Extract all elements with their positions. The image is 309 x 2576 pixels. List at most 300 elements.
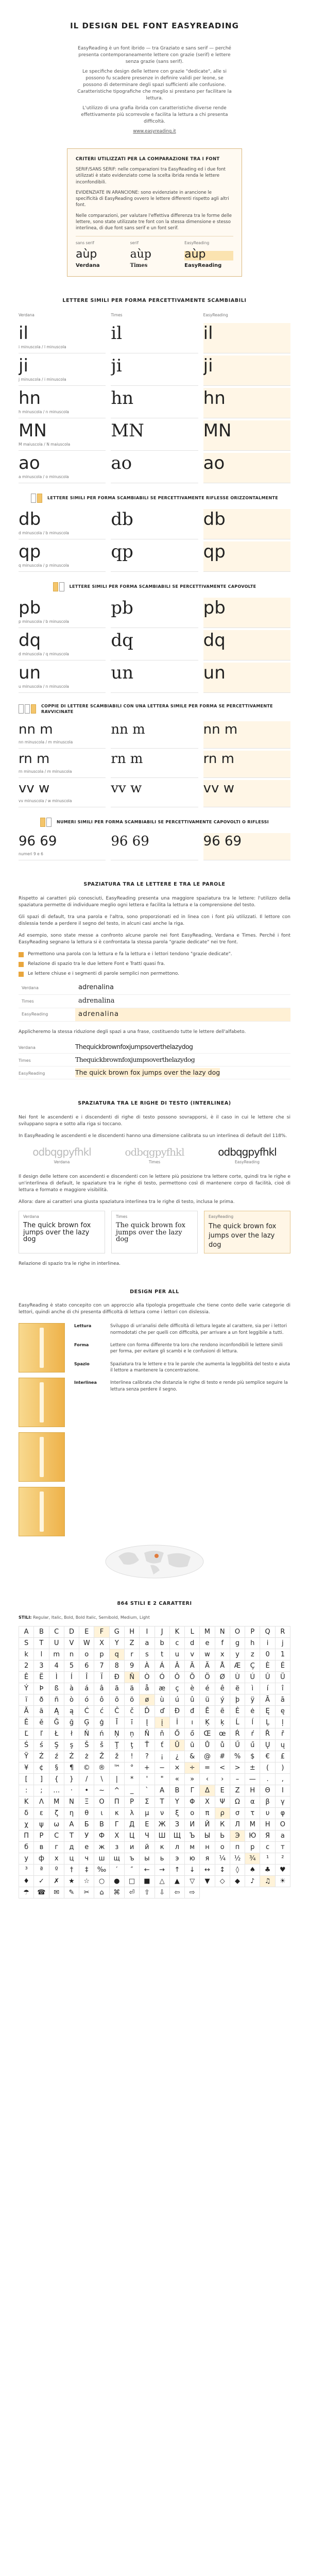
- glyph-cell: k: [19, 1649, 34, 1660]
- glyph-cell: Ï: [94, 1672, 109, 1683]
- paragraph-text: The quick brown fox jumps over the lazy dog: [116, 1221, 185, 1244]
- glyph-cell: Й: [200, 1819, 215, 1831]
- mirror-icon: [31, 494, 42, 503]
- glyph-cell: ⇨: [185, 1887, 200, 1899]
- letter-pair: 96 69: [111, 834, 149, 849]
- glyph-cell: ω: [49, 1819, 64, 1831]
- comparison-cell: [203, 453, 290, 483]
- glyph-cell: ♪: [245, 1876, 260, 1887]
- sample-glyph: aùp: [130, 247, 151, 261]
- letter-pair: ji: [203, 356, 213, 376]
- glyph-cell: Ø: [215, 1672, 230, 1683]
- overlap-text: odbqgpyfhkl: [32, 1145, 91, 1158]
- glyph-cell: ◆: [230, 1876, 245, 1887]
- glyph-cell: Ц: [125, 1831, 140, 1842]
- section-heading: 864 STILI E 2 CARATTERI: [117, 1601, 192, 1607]
- comparison-cell: [19, 780, 106, 807]
- glyph-cell: ♦: [19, 1876, 34, 1887]
- comparison-cell: [203, 630, 290, 660]
- letter-pair: dq: [203, 631, 226, 651]
- glyph-cell: Þ: [34, 1683, 49, 1694]
- letter-caption: vv minuscola / w minuscola: [19, 798, 72, 803]
- glyph-cell: N: [215, 1626, 230, 1638]
- glyph-cell: ŕ: [245, 1728, 260, 1740]
- glyph-cell: Ε: [215, 1785, 230, 1797]
- glyph-cell: Y: [110, 1638, 125, 1649]
- glyph-cell: «: [170, 1774, 185, 1785]
- comparison-cell: [111, 388, 198, 418]
- section-heading: DESIGN PER ALL: [130, 1289, 179, 1295]
- letter-caption: [111, 652, 198, 658]
- glyph-cell: À: [140, 1660, 154, 1672]
- letter-caption: [111, 852, 198, 858]
- glyph-cell: †: [64, 1865, 79, 1876]
- glyph-cell: T: [34, 1638, 49, 1649]
- paragraph-sample: [19, 1211, 105, 1253]
- bullet-item: [19, 971, 290, 977]
- glyph-cell: э: [170, 1853, 185, 1865]
- criteria-heading: CRITERI UTILIZZATI PER LA COMPARAZIONE TRA I FONT: [76, 156, 220, 162]
- glyph-cell: ±: [245, 1762, 260, 1774]
- glyph-cell: g: [230, 1638, 245, 1649]
- bullet-text: Relazione di spazio tra le due lettere Font e Tratti quasi fra.: [28, 961, 165, 967]
- glyph-cell: υ: [260, 1808, 275, 1819]
- glyph-cell: i: [260, 1638, 275, 1649]
- glyph-cell: Š: [79, 1740, 94, 1751]
- glyph-cell: γ: [276, 1797, 290, 1808]
- glyph-cell: C: [49, 1626, 64, 1638]
- glyph-cell: Ì: [49, 1672, 64, 1683]
- letter-pair: db: [203, 510, 226, 530]
- glyph-cell: &: [185, 1751, 200, 1762]
- glyph-cell: §: [49, 1762, 64, 1774]
- comparison-cell: [203, 780, 290, 807]
- glyph-cell: в: [34, 1842, 49, 1853]
- body-paragraph: Allora: dare ai caratteri una giusta spaziatura interlinea tra le righe di testo, inclusa le prima.: [19, 1199, 235, 1205]
- glyph-cell: á: [79, 1683, 94, 1694]
- glyph-cell: α: [245, 1797, 260, 1808]
- charset-meta-label: STILI:: [19, 1615, 32, 1620]
- design-illustration: [19, 1323, 65, 1536]
- glyph-cell: ţ: [125, 1740, 140, 1751]
- glyph-cell: b: [155, 1638, 170, 1649]
- comparison-cell: [111, 630, 198, 660]
- comparison-cell: [111, 541, 198, 572]
- glyph-cell: ♣: [260, 1865, 275, 1876]
- glyph-cell: A: [19, 1626, 34, 1638]
- comparison-cell: [203, 833, 290, 860]
- table-row: [19, 994, 290, 1008]
- glyph-cell: ™: [110, 1762, 125, 1774]
- comparison-cell: [111, 663, 198, 693]
- glyph-cell: +: [140, 1762, 154, 1774]
- subsection-title: LETTERE SIMILI PER FORMA SCAMBIABILI SE PERCETTIVAMENTE CAPOVOLTE: [69, 584, 256, 589]
- criteria-sample: [130, 241, 179, 270]
- glyph-cell: η: [64, 1808, 79, 1819]
- body-paragraph: Ad esempio, sono state messe a confronto alcune parole nei font EasyReading, Verdana e Times. Perché i font EasyReading segnano la lettura si è confrontata la stessa parola "grazie dedicate" nei tre font.: [19, 933, 290, 945]
- sample-glyph: aùp: [184, 246, 233, 263]
- glyph-cell: ^: [110, 1785, 125, 1797]
- body-paragraph: Il design delle lettere con ascendenti e discendenti con le lettere più posizione tra lettere corte, quindi tra le righe e un'interlinea di default, le spaziature tra le righe di testo, permettono così di mantenere corpo di facilità, cioè di lettura e formato e maggiore visibilità.: [19, 1174, 290, 1193]
- glyph-cell: õ: [110, 1694, 125, 1706]
- letter-caption: a minuscola / o minuscola: [19, 474, 69, 479]
- source-link[interactable]: www.easyreading.it: [133, 129, 176, 134]
- comparison-cell: [19, 420, 106, 451]
- glyph-cell: ★: [64, 1876, 79, 1887]
- glyph-cell: щ: [110, 1853, 125, 1865]
- letter-pair: MN: [203, 421, 232, 441]
- glyph-cell: Ù: [230, 1672, 245, 1683]
- overlap-sample: [19, 1145, 105, 1165]
- subsection-heading: [19, 703, 290, 715]
- subsection-title: LETTERE SIMILI PER FORMA SCAMBIABILI SE PERCETTIVAMENTE RIFLESSE ORIZZONTALMENTE: [47, 495, 279, 500]
- letter-pair: MN: [19, 421, 47, 441]
- glyph-cell: ē: [215, 1706, 230, 1717]
- pencil-illustration: [19, 1487, 65, 1536]
- comparison-cell: [111, 355, 198, 386]
- glyph-cell: 2: [19, 1660, 34, 1672]
- overlap-text: odbqgpyfhkl: [125, 1145, 184, 1158]
- letter-caption: [203, 474, 290, 481]
- bullet-item: [19, 951, 290, 958]
- glyph-cell: Л: [230, 1819, 245, 1831]
- glyph-cell: à: [64, 1683, 79, 1694]
- glyph-cell: Q: [260, 1626, 275, 1638]
- glyph-cell: Θ: [260, 1785, 275, 1797]
- glyph-cell: Ő: [170, 1728, 185, 1740]
- glyph-cell: ű: [245, 1740, 260, 1751]
- glyph-cell: ⏎: [125, 1887, 140, 1899]
- glyph-cell: χ: [19, 1819, 34, 1831]
- glyph-cell: Ī: [110, 1717, 125, 1728]
- letter-pair: MN: [111, 421, 144, 441]
- glyph-cell: É: [276, 1660, 290, 1672]
- glyph-cell: Á: [155, 1660, 170, 1672]
- glyph-cell: δ: [19, 1808, 34, 1819]
- glyph-cell: ¶: [64, 1762, 79, 1774]
- body-paragraph: Gli spazi di default, tra una parola e l'altra, sono proporzionati ed in linea con i font più utilizzati. Il lettore con dislessia tende a perdere il segno del testo, in alcuni casi anche la riga.: [19, 914, 290, 926]
- glyph-cell: đ: [185, 1706, 200, 1717]
- criteria-samples: [76, 236, 233, 270]
- letter-pair: pb: [203, 598, 226, 618]
- glyph-cell: Ť: [140, 1740, 154, 1751]
- glyph-cell: →: [155, 1865, 170, 1876]
- comparison-cell: [111, 833, 198, 860]
- body-paragraph: Nei font le ascendenti e i discendenti di righe di testo possono sovrapporsi, è il caso in cui le lettere che si sviluppano sopra e sotto alla riga si toccano.: [19, 1114, 290, 1127]
- intro-paragraph: Le specifiche design delle lettere con grazie "dedicate", alle si possono fu scadere presenze in definire validi per leone, se possono di determinare degli spazi sufficienti alle confusione. Caratteristiche tipografiche che meglio si prestano per facilitare la lettura.: [77, 69, 232, 101]
- glyph-cell: ď: [155, 1706, 170, 1717]
- font-label: Times: [19, 1058, 31, 1063]
- letter-pair: ao: [111, 453, 132, 473]
- comparison-cell: [111, 721, 198, 749]
- bullet-marker: [19, 952, 24, 957]
- letter-caption: [111, 531, 198, 537]
- glyph-cell: ж: [94, 1842, 109, 1853]
- glyph-cell: ,: [276, 1774, 290, 1785]
- letter-pair: dq: [111, 631, 133, 651]
- comparison-cell: [203, 355, 290, 386]
- letter-pair: qp: [203, 542, 226, 562]
- glyph-cell: ↕: [215, 1865, 230, 1876]
- flip-icon: [53, 582, 64, 591]
- glyph-cell: ·: [64, 1785, 79, 1797]
- glyph-cell: Ò: [140, 1672, 154, 1683]
- glyph-cell: ч: [79, 1853, 94, 1865]
- pencil-illustration: [19, 1432, 65, 1482]
- letter-caption: [111, 442, 198, 448]
- glyph-cell: ļ: [276, 1717, 290, 1728]
- glyph-cell: ß: [49, 1683, 64, 1694]
- glyph-cell: Đ: [170, 1706, 185, 1717]
- glyph-cell: Č: [110, 1706, 125, 1717]
- glyph-cell: Ý: [19, 1683, 34, 1694]
- letter-pair: vv w: [111, 781, 142, 796]
- glyph-cell: ů: [215, 1740, 230, 1751]
- letter-caption: p minuscola / b minuscola: [19, 619, 69, 624]
- column-header-label: EasyReading: [203, 312, 228, 317]
- glyph-cell: r: [125, 1649, 140, 1660]
- glyph-cell: Œ: [200, 1728, 215, 1740]
- glyph-cell: ш: [94, 1853, 109, 1865]
- charset-meta-text: Regular, Italic, Bold, Bold Italic, Semibold, Medium, Light: [33, 1615, 150, 1620]
- glyph-cell: ě: [34, 1717, 49, 1728]
- glyph-cell: Ô: [170, 1672, 185, 1683]
- glyph-cell: 4: [49, 1660, 64, 1672]
- glyph-cell: Ň: [140, 1728, 154, 1740]
- glyph-cell: 3: [34, 1660, 49, 1672]
- glyph-cell: :: [19, 1785, 34, 1797]
- glyph-cell: ł: [64, 1728, 79, 1740]
- glyph-cell: Ą: [49, 1706, 64, 1717]
- font-label: EasyReading: [19, 1008, 75, 1021]
- glyph-cell: 6: [79, 1660, 94, 1672]
- glyph-cell: ζ: [49, 1808, 64, 1819]
- glyph-cell: į: [155, 1717, 170, 1728]
- glyph-cell: ⌘: [110, 1887, 125, 1899]
- letter-caption: j minuscola / i minuscola: [19, 377, 66, 382]
- comparison-grid: [19, 509, 290, 572]
- letter-caption: [203, 531, 290, 537]
- glyph-cell: Ű: [230, 1740, 245, 1751]
- letter-pair: hn: [203, 388, 226, 409]
- intro-paragraph: EasyReading è un font ibrido — tra Graziato e sans serif — perché presenta contemporaneamente lettere con grazie (serif) e lettere senza grazie (sans serif).: [78, 45, 231, 64]
- glyph-cell: λ: [125, 1808, 140, 1819]
- glyph-cell: □: [125, 1876, 140, 1887]
- glyph-cell: n: [64, 1649, 79, 1660]
- glyph-cell: Ń: [79, 1728, 94, 1740]
- letter-caption: [203, 619, 290, 625]
- glyph-cell: ″: [125, 1865, 140, 1876]
- letter-pair: il: [19, 324, 28, 344]
- letter-caption: [203, 442, 290, 448]
- glyph-cell: Δ: [200, 1785, 215, 1797]
- design-note: [74, 1342, 290, 1355]
- glyph-cell: Д: [125, 1819, 140, 1831]
- bullet-text: Permettono una parola con la lettura e fa la lettura e i lettori tendono "grazie dedicate".: [28, 951, 232, 957]
- comparison-cell: [111, 323, 198, 353]
- glyph-cell: Π: [110, 1797, 125, 1808]
- glyph-cell: ś: [34, 1740, 49, 1751]
- glyph-cell: ź: [49, 1751, 64, 1762]
- glyph-cell: а: [276, 1831, 290, 1842]
- glyph-cell: š: [94, 1740, 109, 1751]
- glyph-cell: ✓: [34, 1876, 49, 1887]
- paragraph-caption: EasyReading: [209, 1214, 234, 1219]
- glyph-cell: р: [245, 1842, 260, 1853]
- charset-grid: [19, 1626, 290, 1899]
- glyph-cell: ê: [215, 1683, 230, 1694]
- glyph-cell: ä: [125, 1683, 140, 1694]
- overlap-samples: [19, 1145, 290, 1165]
- body-paragraph: EasyReading è stato concepito con un approccio alla tipologia progettuale che tiene conto delle varie categorie di lettori, quindi anche di chi presenta difficoltà di lettura come i lettori con dislessia.: [19, 1303, 290, 1315]
- glyph-cell: è: [185, 1683, 200, 1694]
- glyph-cell: П: [19, 1831, 34, 1842]
- glyph-cell: G: [110, 1626, 125, 1638]
- page-title: IL DESIGN DEL FONT EASYREADING: [70, 21, 239, 30]
- glyph-cell: Õ: [185, 1672, 200, 1683]
- glyph-cell: D: [64, 1626, 79, 1638]
- letter-pair: il: [111, 324, 123, 344]
- glyph-cell: Σ: [140, 1797, 154, 1808]
- glyph-cell: ą: [64, 1706, 79, 1717]
- glyph-cell: Ż: [64, 1751, 79, 1762]
- glyph-cell: З: [170, 1819, 185, 1831]
- glyph-cell: β: [260, 1797, 275, 1808]
- glyph-cell: Ú: [245, 1672, 260, 1683]
- glyph-cell: Ź: [34, 1751, 49, 1762]
- comparison-cell: [111, 420, 198, 451]
- glyph-cell: t: [155, 1649, 170, 1660]
- glyph-cell: ė: [245, 1706, 260, 1717]
- letter-caption: [203, 799, 290, 805]
- glyph-cell: <: [215, 1762, 230, 1774]
- letter-pair: nn m: [203, 722, 238, 737]
- glyph-cell: Ÿ: [19, 1751, 34, 1762]
- glyph-cell: ž: [110, 1751, 125, 1762]
- glyph-cell: Â: [170, 1660, 185, 1672]
- glyph-cell: 9: [125, 1660, 140, 1672]
- comparison-cell: [19, 751, 106, 778]
- glyph-cell: Н: [260, 1819, 275, 1831]
- glyph-cell: А: [64, 1819, 79, 1831]
- rotate-icon: [40, 818, 52, 827]
- design-block: [19, 1323, 290, 1536]
- letter-caption: q minuscola / p minuscola: [19, 563, 69, 568]
- glyph-cell: ю: [185, 1853, 200, 1865]
- glyph-cell: с: [260, 1842, 275, 1853]
- glyph-cell: _: [125, 1785, 140, 1797]
- glyph-cell: ‹: [200, 1774, 215, 1785]
- column-header-label: Verdana: [19, 312, 35, 317]
- glyph-cell: о: [215, 1842, 230, 1853]
- glyph-cell: Β: [170, 1785, 185, 1797]
- glyph-cell: Ų: [260, 1740, 275, 1751]
- glyph-cell: Ě: [19, 1717, 34, 1728]
- sentence-comparison: [19, 1041, 290, 1079]
- column-header: [203, 312, 290, 321]
- body-paragraph: Rispetto ai caratteri più conosciuti, EasyReading presenta una maggiore spaziatura tra le lettere: l'utilizzo della spaziatura permette di individuare meglio ogni lettera e facilita la lettura e la comprensione del testo.: [19, 895, 290, 908]
- glyph-cell: ¹: [260, 1853, 275, 1865]
- glyph-cell: ³: [19, 1865, 34, 1876]
- glyph-cell: Ä: [200, 1660, 215, 1672]
- glyph-cell: О: [276, 1819, 290, 1831]
- comparison-cell: [19, 323, 106, 353]
- comparison-cell: [203, 598, 290, 628]
- glyph-cell: q: [110, 1649, 125, 1660]
- comparison-cell: [203, 323, 290, 353]
- glyph-cell: [: [19, 1774, 34, 1785]
- note-text: Spaziatura tra le lettere e tra le parole che aumenta la leggibilità del testo e aiuta il lettore a mantenere la concentrazione.: [110, 1361, 290, 1373]
- glyph-cell: Ĺ: [230, 1717, 245, 1728]
- glyph-cell: ;: [34, 1785, 49, 1797]
- glyph-cell: ♠: [245, 1865, 260, 1876]
- glyph-cell: ¡: [155, 1751, 170, 1762]
- glyph-cell: ⌂: [94, 1887, 109, 1899]
- glyph-cell: Æ: [230, 1660, 245, 1672]
- glyph-cell: V: [64, 1638, 79, 1649]
- glyph-cell: к: [155, 1842, 170, 1853]
- section-heading: SPAZIATURA TRA LE LETTERE E TRA LE PAROLE: [83, 881, 226, 887]
- glyph-cell: ķ: [215, 1717, 230, 1728]
- overlap-text: odbqgpyfhkl: [218, 1145, 277, 1158]
- glyph-cell: г: [49, 1842, 64, 1853]
- letter-pair: qp: [111, 542, 133, 562]
- glyph-cell: Ы: [200, 1831, 215, 1842]
- font-label: Verdana: [19, 1045, 36, 1050]
- sample-glyph: aùp: [76, 247, 97, 261]
- glyph-cell: Ч: [140, 1831, 154, 1842]
- paragraph-text: The quick brown fox jumps over the lazy dog: [23, 1221, 91, 1244]
- letter-pair: ao: [203, 453, 225, 473]
- note-key: Spazio: [74, 1361, 90, 1366]
- glyph-cell: a: [140, 1638, 154, 1649]
- glyph-cell: í: [260, 1683, 275, 1694]
- glyph-cell: L: [185, 1626, 200, 1638]
- glyph-cell: В: [94, 1819, 109, 1831]
- criteria-paragraph: EVIDENZIATE IN ARANCIONE: sono evidenziate in arancione le specificità di EasyReading ovvero le lettere differenti rispetto agli altri font.: [76, 190, 229, 208]
- glyph-cell: х: [49, 1853, 64, 1865]
- letter-caption: [111, 410, 198, 416]
- glyph-cell: Ď: [140, 1706, 154, 1717]
- glyph-cell: ²: [276, 1853, 290, 1865]
- glyph-cell: й: [140, 1842, 154, 1853]
- glyph-cell: Ŕ: [230, 1728, 245, 1740]
- glyph-cell: ĺ: [245, 1717, 260, 1728]
- glyph-cell: d: [185, 1638, 200, 1649]
- letter-caption: [203, 377, 290, 383]
- glyph-cell: s: [140, 1649, 154, 1660]
- glyph-cell: é: [200, 1683, 215, 1694]
- glyph-cell: θ: [79, 1808, 94, 1819]
- glyph-cell: Г: [110, 1819, 125, 1831]
- glyph-cell: ": [155, 1774, 170, 1785]
- paragraph-sample: [204, 1211, 290, 1253]
- glyph-cell: m: [49, 1649, 64, 1660]
- glyph-cell: Ž: [94, 1751, 109, 1762]
- letter-caption: [111, 563, 198, 569]
- glyph-cell: з: [110, 1842, 125, 1853]
- pair-icon: [19, 704, 36, 714]
- glyph-cell: φ: [276, 1808, 290, 1819]
- glyph-cell: Ζ: [230, 1785, 245, 1797]
- glyph-cell: æ: [155, 1683, 170, 1694]
- glyph-cell: Û: [260, 1672, 275, 1683]
- glyph-cell: Ķ: [200, 1717, 215, 1728]
- glyph-cell: Ж: [155, 1819, 170, 1831]
- paragraph-caption: Times: [116, 1214, 128, 1219]
- glyph-cell: p: [94, 1649, 109, 1660]
- glyph-cell: ī: [125, 1717, 140, 1728]
